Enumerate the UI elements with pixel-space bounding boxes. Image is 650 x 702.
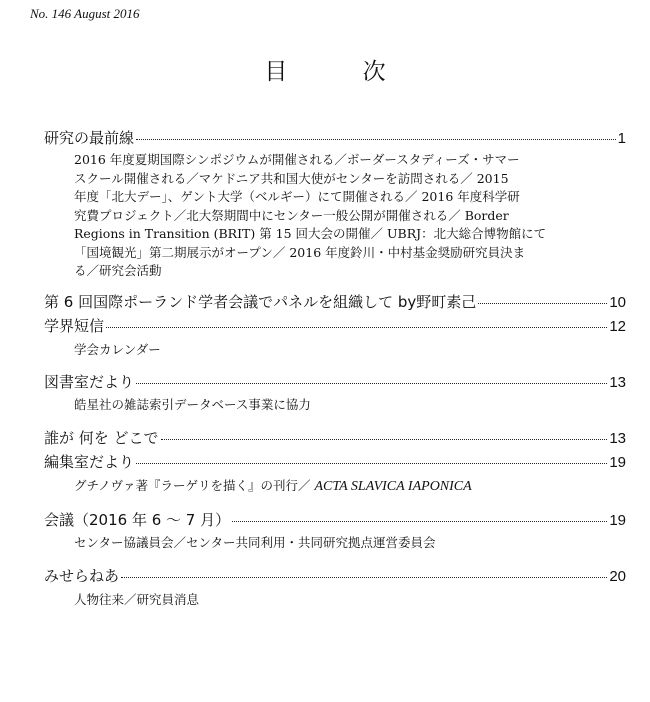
leader-dots <box>161 439 608 440</box>
toc-entry-description: 学会カレンダー <box>74 342 161 357</box>
toc-entry-academic-news[interactable] <box>44 316 626 337</box>
toc-entry-library-news[interactable] <box>44 372 626 393</box>
toc-entry-page: 20 <box>609 568 626 585</box>
toc-entry-label: 誰が 何を どこで <box>44 429 159 447</box>
toc-entry-label: 編集室だより <box>44 453 135 471</box>
description-line: Regions in Transition (BRIT) 第 15 回大会の開催／ UBRJ：北大総合博物館にて <box>74 226 547 241</box>
toc-entry-label: 会議（2016 年 6 ～ 7 月） <box>44 511 231 529</box>
toc-entry-page: 10 <box>609 294 626 311</box>
description-line: 年度「北大デー」、ゲント大学（ベルギー）にて開催される／ 2016 年度科学研 <box>74 189 520 204</box>
leader-dots <box>136 463 607 464</box>
description-line: る／研究会活動 <box>74 263 162 278</box>
toc-entry-miscellanea[interactable] <box>44 566 626 587</box>
leader-dots <box>232 521 607 522</box>
toc-entry-page: 19 <box>609 512 626 529</box>
toc-entry-description <box>74 477 472 497</box>
toc-entry-page: 19 <box>609 454 626 471</box>
toc-entry-page: 13 <box>609 374 626 391</box>
leader-dots <box>121 577 607 578</box>
toc-entry-label: 第 6 回国際ポーランド学者会議でパネルを組織して by野町素己 <box>44 293 477 311</box>
toc-entry-description: センター協議員会／センター共同利用・共同研究拠点運営委員会 <box>74 535 436 550</box>
toc-entry-label: 学界短信 <box>44 317 105 335</box>
leader-dots <box>136 383 607 384</box>
toc-entry-who-what-where[interactable] <box>44 428 626 449</box>
toc-entry-label: みせらねあ <box>44 567 120 585</box>
toc-entry-page: 13 <box>609 430 626 447</box>
leader-dots <box>136 139 616 140</box>
journal-title: ACTA SLAVICA IAPONICA <box>314 479 472 494</box>
page-title: 目 次 <box>264 59 420 85</box>
toc-entry-polish-congress[interactable] <box>44 292 626 313</box>
leader-dots <box>478 303 607 304</box>
description-line: 2016 年度夏期国際シンポジウムが開催される／ボーダースタディーズ・サマー <box>74 152 520 167</box>
description-line: スクール開催される／マケドニア共和国大使がセンターを訪問される／ 2015 <box>74 170 509 186</box>
issue-label: No. 146 August 2016 <box>30 6 140 21</box>
description-line: 「国境観光」第二期展示がオープン／ 2016 年度鈴川・中村基金奨励研究員決ま <box>74 244 526 260</box>
leader-dots <box>106 327 607 328</box>
toc-entry-description: 皓星社の雑誌索引データベース事業に協力 <box>74 397 311 412</box>
description-text: グチノヴァ著『ラーゲリを描く』の刊行／ <box>74 478 311 493</box>
toc-entry-meetings[interactable] <box>44 510 626 531</box>
toc-entry-editorial-news[interactable] <box>44 452 626 473</box>
toc-entry-page: 1 <box>617 130 626 147</box>
toc-entry-research-frontline[interactable] <box>44 128 626 149</box>
toc-entry-description <box>74 151 546 281</box>
toc-entry-page: 12 <box>609 318 626 335</box>
toc-entry-label: 研究の最前線 <box>44 129 135 147</box>
description-line: 究費プロジェクト／北大祭期間中にセンター一般公開が開催される／ Border <box>74 207 509 223</box>
toc-entry-description: 人物往来／研究員消息 <box>74 592 200 607</box>
toc-entry-label: 図書室だより <box>44 373 135 391</box>
